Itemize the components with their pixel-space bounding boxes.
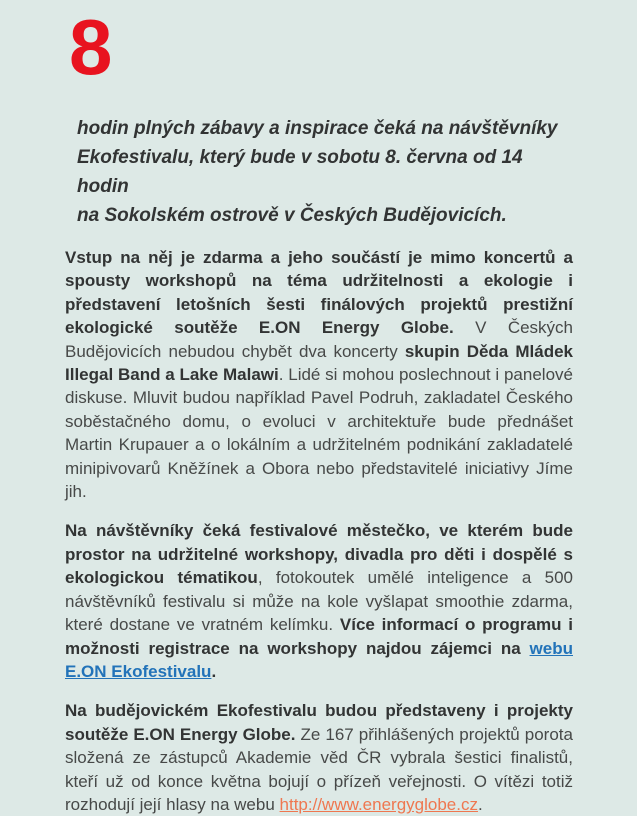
- regular-text: Ze 167 přihlášených projektů porota složená ze zástupců Akademie věd ČR vybrala šestici finalistů, kteří už od konce května bojují o přízeň veřejnosti. O vítězi totiž rozhodují její hlasy na webu: [65, 724, 573, 814]
- paragraph-entry-info: [65, 246, 573, 503]
- bold-text: Vstup na něj je zdarma a jeho součástí je mimo koncertů a spousty workshopů na téma udržitelnosti a ekologie i představení letošních šesti finálových projektů prestižní ekologické soutěže E.ON Energy Globe.: [65, 248, 573, 338]
- bold-text: Na budějovickém Ekofestivalu budou představeny i projekty soutěže E.ON Energy Globe.: [65, 701, 573, 744]
- regular-text: , fotokoutek umělé inteligence a 500 návštěvníků festivalu si může na kole vyšlapat smoothie zdarma, které dostane ve vratném kelímku.: [65, 568, 574, 635]
- energyglobe-link[interactable]: http://www.energyglobe.cz: [279, 794, 478, 814]
- regular-text: V Českých Budějovicích nebudou chybět dva koncerty: [65, 318, 574, 361]
- eon-ekofestival-link[interactable]: webu E.ON Ekofestivalu: [65, 638, 573, 681]
- bold-text: Na návštěvníky čeká festivalové městečko, ve kterém bude prostor na udržitelné workshopy, divadla pro děti i dospělé s ekologickou tématikou: [65, 521, 573, 588]
- lead-line-3: na Sokolském ostrově v Českých Budějovicích.: [77, 205, 507, 226]
- paragraph-energy-globe-contest: [65, 699, 573, 816]
- paragraph-festival-village: [65, 519, 573, 683]
- lead-line-2: Ekofestivalu, který bude v sobotu 8. června od 14 hodin: [77, 147, 523, 197]
- lead-line-1: hodin plných zábavy a inspirace čeká na návštěvníky: [77, 118, 558, 139]
- article-page: [0, 3, 637, 814]
- lead-paragraph: [77, 114, 573, 230]
- big-number-8: 8: [69, 3, 113, 91]
- bold-text: skupin Děda Mládek Illegal Band a Lake Malawi: [65, 341, 573, 385]
- regular-text: .: [477, 794, 483, 814]
- bold-text: .: [211, 661, 217, 681]
- regular-text: . Lidé si mohou poslechnout i panelové diskuse. Mluvit budou například Pavel Podruh, zakladatel Českého soběstačného domu, o evoluci v architektuře bude přednášet Martin Krupauer a o lokálním a udržitelném podnikání zakladatelé minipivovarů Kněžínek a Obora nebo představitelé iniciativy Jíme jih.: [65, 365, 573, 502]
- bold-text: Více informací o programu i možnosti registrace na workshopy najdou zájemci na: [65, 615, 574, 658]
